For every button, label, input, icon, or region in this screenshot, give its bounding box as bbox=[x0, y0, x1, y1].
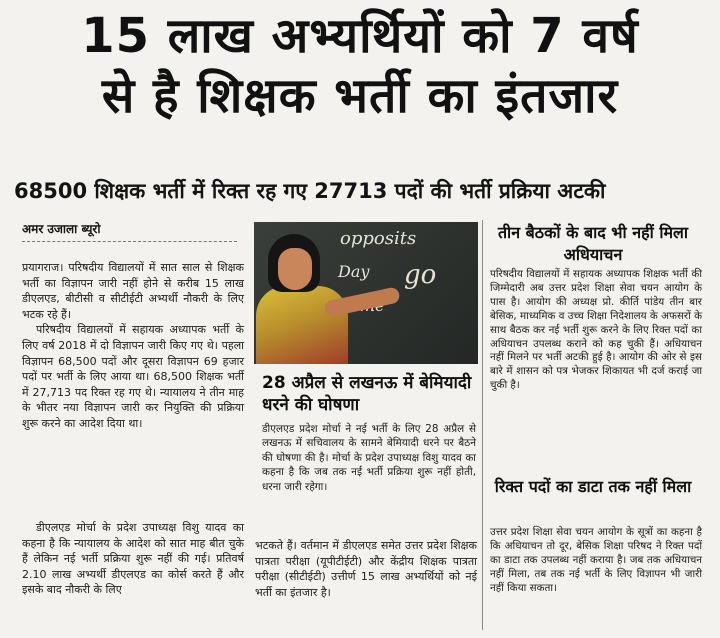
chalk-word-3: go bbox=[404, 260, 437, 290]
right-section-text-1-column bbox=[490, 268, 702, 393]
article-paragraph-1: प्रयागराज। परिषदीय विद्यालयों में सात साल से शिक्षक भर्ती का विज्ञापन जारी नहीं होने से करीब 15 लाख डीएलएड, बीटीसी व सीटीईटी अभ्यर्थी नौकरी के लिए भटक रहे हैं। bbox=[22, 261, 244, 321]
main-article-column bbox=[22, 260, 244, 432]
headline bbox=[10, 6, 710, 126]
column-divider bbox=[482, 220, 483, 630]
byline: अमर उजाला ब्यूरो bbox=[22, 220, 237, 242]
box-story bbox=[262, 422, 476, 494]
headline-line-2: से है शिक्षक भर्ती का इंतजार bbox=[101, 68, 619, 124]
teacher-figure-body bbox=[256, 286, 348, 364]
subheadline: 68500 शिक्षक भर्ती में रिक्त रह गए 27713 पदों की भर्ती प्रक्रिया अटकी bbox=[14, 179, 606, 203]
main-article-column-continued bbox=[22, 520, 244, 598]
article-paragraph-2: परिषदीय विद्यालयों में सहायक अध्यापक भर्ती के लिए वर्ष 2018 में दो विज्ञापन जारी किए गए थे। पहला विज्ञापन 68,500 पदों और दूसरा विज्ञापन 69 हजार पदों पर भर्ती के लिए आया था। 68,500 शिक्षक भर्ती में 27,713 पद रिक्त रह गए थे। न्यायालय ने तीन माह के भीतर नया विज्ञापन जारी कर नियुक्ति की प्रक्रिया शुरू करने का आदेश दिया था। bbox=[22, 323, 244, 430]
article-paragraph-3: डीएलएड मोर्चा के प्रदेश उपाध्यक्ष विशु यादव का कहना है कि न्यायालय के आदेश को सात माह बीत चुके हैं लेकिन नई भर्ती प्रक्रिया शुरू नहीं की गई। प्रतिवर्ष 2.10 लाख अभ्यर्थी डीएलएड का कोर्स करते हैं और इसके बाद नौकरी के लिए bbox=[22, 521, 244, 597]
right-section-heading-1: तीन बैठकों के बाद भी नहीं मिला अधियाचन bbox=[497, 223, 689, 264]
right-section-text-2: उत्तर प्रदेश शिक्षा सेवा चयन आयोग के सूत्रों का कहना है कि अधियाचन तो दूर, बेसिक शिक्षा परिषद ने रिक्त पदों का डाटा तक उपलब्ध नहीं कराया है। जब तक अधियाचन नहीं मिला, तब तक नई भर्ती के लिए विज्ञापन भी जारी नहीं किया सकता। bbox=[490, 526, 702, 594]
main-article-column-end bbox=[255, 538, 477, 600]
right-section-heading-2: रिक्त पदों का डाटा तक नहीं मिला bbox=[494, 477, 692, 496]
article-paragraph-4: भटकते हैं। वर्तमान में डीएलएड समेत उत्तर प्रदेश शिक्षक पात्रता परीक्षा (यूपीटीईटी) और केंद्रीय शिक्षक पात्रता परीक्षा (सीटीईटी) उत्तीर्ण 15 लाख अभ्यर्थियों को नई भर्ती का इंतजार है। bbox=[255, 539, 477, 599]
chalk-word-1: opposits bbox=[340, 228, 417, 249]
teacher-photo bbox=[254, 222, 478, 364]
box-story-text: डीएलएड प्रदेश मोर्चा ने नई भर्ती के लिए 28 अप्रैल से लखनऊ में सचिवालय के सामने बेमियादी धरने पर बैठने की घोषणा की है। मोर्चा के प्रदेश उपाध्यक्ष विशु यादव का कहना है कि जब तक नई भर्ती प्रक्रिया शुरू नहीं होती, धरना जारी रहेगा। bbox=[262, 423, 476, 493]
box-headline: 28 अप्रैल से लखनऊ में बेमियादी धरने की घोषणा bbox=[262, 373, 472, 415]
right-section-text-2-column bbox=[490, 526, 702, 596]
teacher-figure-face bbox=[278, 248, 312, 290]
headline-line-1: 15 लाख अभ्यर्थियों को 7 वर्ष bbox=[81, 8, 639, 64]
right-section-text-1: परिषदीय विद्यालयों में सहायक अध्यापक शिक्षक भर्ती की जिम्मेदारी अब उत्तर प्रदेश शिक्षा सेवा चयन आयोग के पास है। आयोग की अध्यक्ष प्रो. कीर्ति पांडेय तीन बार बेसिक, माध्यमिक व उच्च शिक्षा निदेशालय के अफसरों के साथ बैठक कर नई भर्ती शुरू करने के लिए रिक्त पदों का अधियाचन उपलब्ध कराने को कह चुकी हैं। अधियाचन नहीं मिलने पर भर्ती अटकी हुई है। आयोग की ओर से इस बारे में शासन को पत्र भेजकर शिकायत भी दर्ज कराई जा चुकी है। bbox=[490, 268, 702, 392]
chalk-word-2: Day bbox=[338, 262, 370, 281]
